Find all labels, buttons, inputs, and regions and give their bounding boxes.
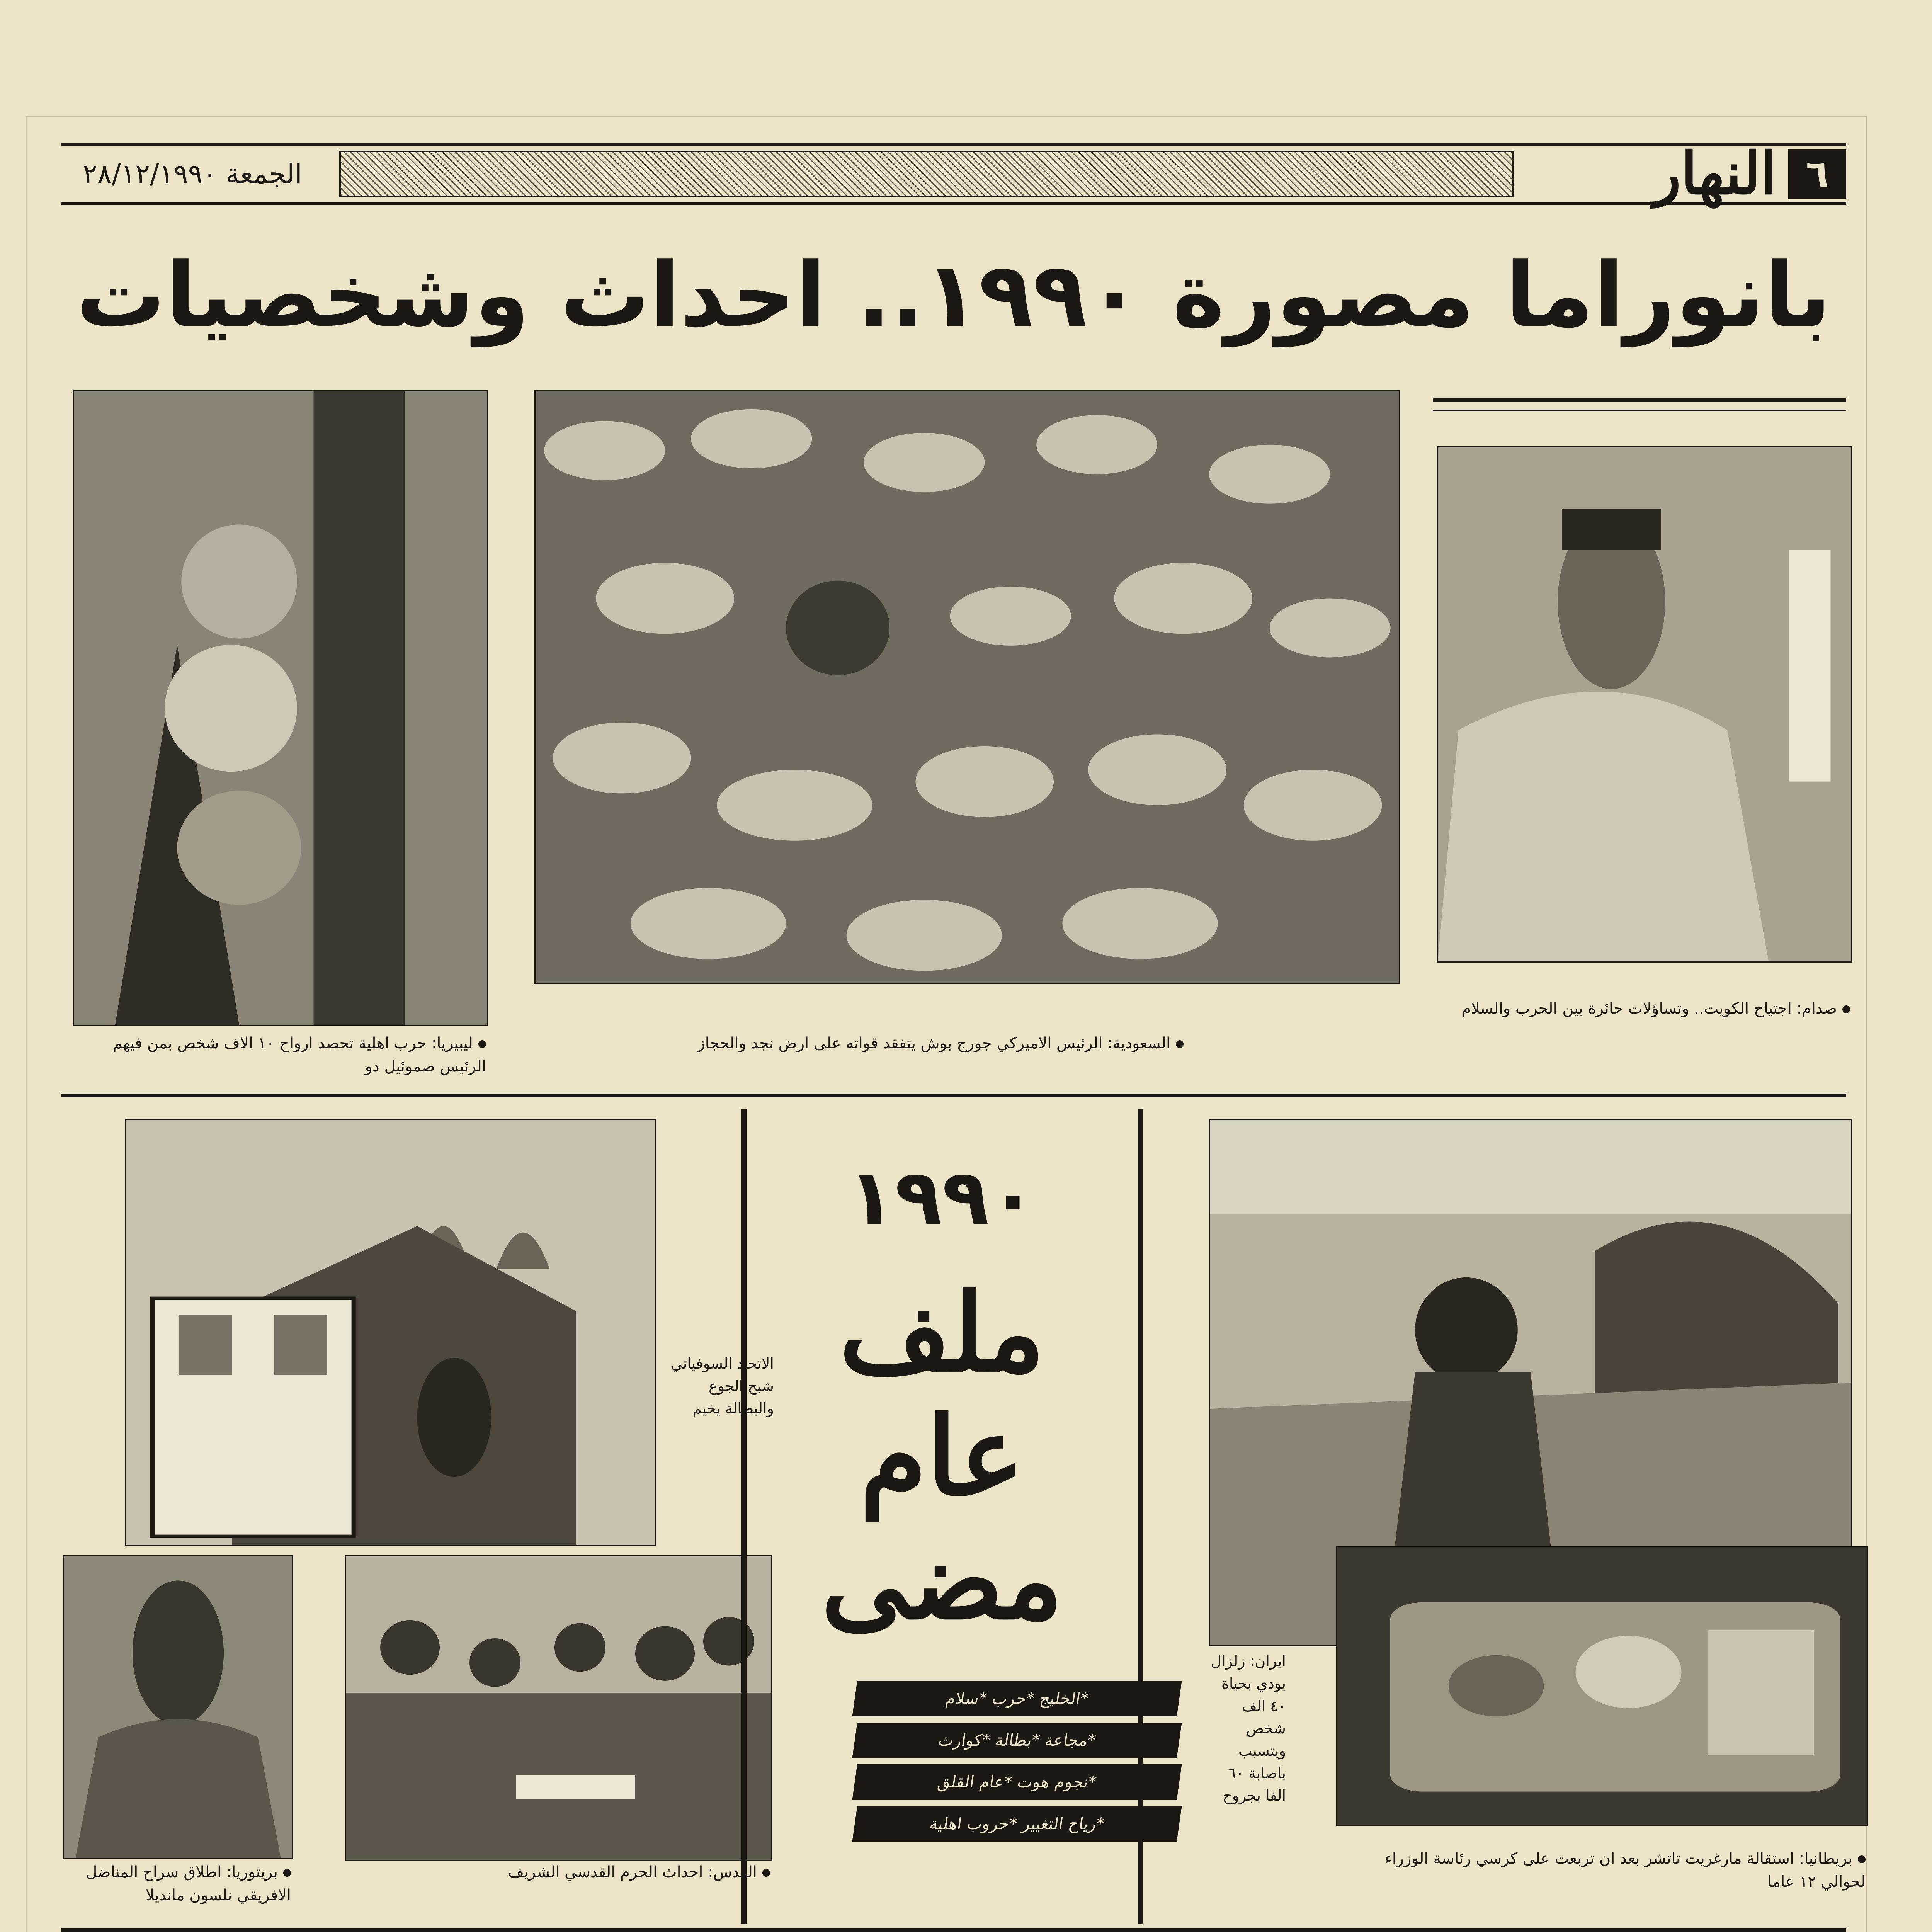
photo-saudi-troops	[534, 390, 1400, 984]
caption-pretoria-text: بريتوريا: اطلاق سراح المناضل الافريقي نلسون مانديلا	[86, 1863, 291, 1904]
bullet-dot	[478, 1040, 486, 1048]
section-rule-2	[61, 1928, 1846, 1932]
newspaper-logo: النهار	[1653, 139, 1777, 207]
bullet-dot	[1842, 1005, 1850, 1013]
masthead-hatch-band	[339, 151, 1514, 197]
topic-tag: *مجاعة *بطالة *كوارث	[852, 1723, 1182, 1758]
caption-saddam	[1425, 997, 1850, 1020]
topic-tags	[855, 1681, 1179, 1848]
year-file-word-3: مضى	[821, 1517, 1063, 1644]
caption-saudi-text: السعودية: الرئيس الاميركي جورج بوش يتفقد قواته على ارض نجد والحجاز	[697, 1034, 1170, 1052]
photo-saddam	[1437, 446, 1852, 963]
caption-liberia	[73, 1032, 486, 1078]
caption-liberia-text: ليبيريا: حرب اهلية تحصد ارواح ١٠ الاف شخص بمن فيهم الرئيس صموئيل دو	[112, 1034, 486, 1075]
bullet-dot	[283, 1869, 291, 1877]
rule-top-right	[1433, 398, 1846, 402]
issue-date: الجمعة ٢٨/١٢/١٩٩٠	[83, 158, 302, 190]
caption-ussr-tent: الاتحاد السوفياتي شبح الجوع والبطالة يخيم	[670, 1355, 774, 1417]
year-file-word-1: ملف	[839, 1269, 1045, 1396]
masthead	[61, 139, 1846, 207]
photo-liberia	[73, 390, 488, 1026]
topic-tag: *نجوم هوت *عام القلق	[852, 1764, 1182, 1800]
photo-thatcher	[1336, 1546, 1868, 1826]
topic-tag: *رياح التغيير *حروب اهلية	[852, 1806, 1182, 1842]
caption-iran: ايران: زلزال يودي بحياة ٤٠ الف شخص ويتسبب باصابة ٦٠ الفا بجروح	[1211, 1653, 1286, 1804]
caption-britain	[1336, 1847, 1866, 1893]
page-number: ٦	[1788, 149, 1846, 199]
caption-jerusalem-text: القدس: احداث الحرم القدسي الشريف	[508, 1863, 757, 1881]
topic-tag: *الخليج *حرب *سلام	[852, 1681, 1182, 1716]
bullet-dot	[1858, 1855, 1866, 1863]
bullet-dot	[1176, 1040, 1184, 1048]
year-file-year: ١٩٩٠	[847, 1153, 1037, 1243]
photo-ussr-tent	[125, 1119, 656, 1546]
caption-saudi	[534, 1032, 1184, 1055]
caption-pretoria	[63, 1861, 291, 1907]
section-rule-1	[61, 1094, 1846, 1097]
caption-britain-text: بريطانيا: استقالة مارغريت تاتشر بعد ان تربعت على كرسي رئاسة الوزراء لحوالي ١٢ عاما	[1385, 1850, 1866, 1891]
photo-mandela	[63, 1555, 293, 1859]
year-file-word-2: عام	[860, 1393, 1024, 1520]
photo-jerusalem	[345, 1555, 772, 1861]
caption-saddam-text: صدام: اجتياح الكويت.. وتساؤلات حائرة بين الحرب والسلام	[1461, 1000, 1837, 1017]
page-headline: بانوراما مصورة ١٩٩٠.. احداث وشخصيات	[76, 244, 1831, 347]
year-file-box	[741, 1109, 1143, 1924]
caption-jerusalem	[345, 1861, 770, 1884]
rule-top-right-thin	[1433, 410, 1846, 411]
